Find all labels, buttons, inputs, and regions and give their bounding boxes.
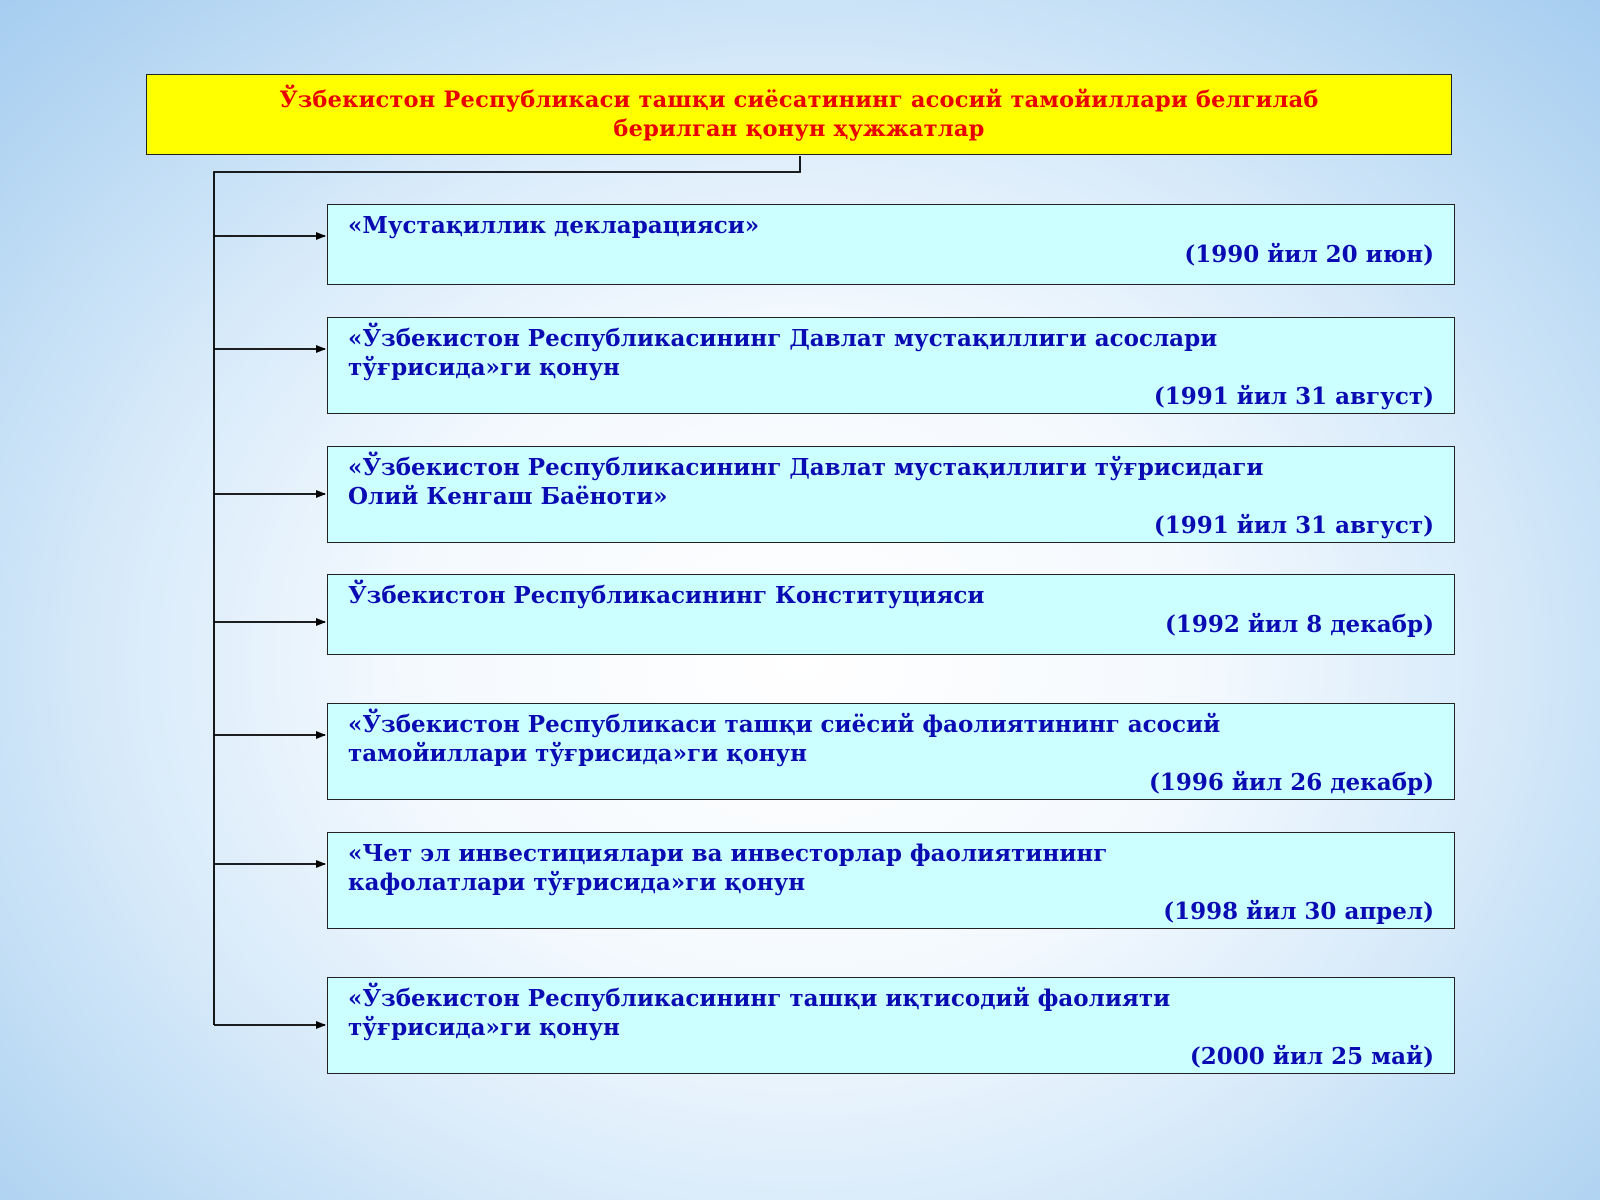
header-title <box>279 86 1318 144</box>
document-box-3 <box>327 446 1455 543</box>
document-title: «Ўзбекистон Республикасининг ташқи иқтисодий фаолияти <box>348 985 1171 1012</box>
header-title-line-1: Ўзбекистон Республикаси ташқи сиёсатининг асосий тамойиллари белгилаб <box>279 86 1319 113</box>
document-box-5 <box>327 703 1455 800</box>
document-box-1 <box>327 204 1455 285</box>
header-title-line-2: берилган қонун ҳужжатлар <box>613 115 985 142</box>
document-date: (1992 йил 8 декабр) <box>1164 611 1434 638</box>
document-title: «Ўзбекистон Республикасининг Давлат мустақиллиги асослари <box>348 325 1218 352</box>
document-date: (1991 йил 31 август) <box>1153 383 1434 410</box>
document-title: тўғрисида»ги қонун <box>348 1014 620 1041</box>
document-date: (1990 йил 20 июн) <box>1184 241 1434 268</box>
document-title: «Ўзбекистон Республикаси ташқи сиёсий фаолиятининг асосий <box>348 711 1221 738</box>
document-title: кафолатлари тўғрисида»ги қонун <box>348 869 806 896</box>
document-box-6 <box>327 832 1455 929</box>
document-title: тўғрисида»ги қонун <box>348 354 620 381</box>
document-title: «Ўзбекистон Республикасининг Давлат мустақиллиги тўғрисидаги <box>348 454 1264 481</box>
document-title: Олий Кенгаш Баёноти» <box>348 483 668 510</box>
header-box <box>146 74 1452 155</box>
document-box-4 <box>327 574 1455 655</box>
document-title: «Чет эл инвестициялари ва инвесторлар фаолиятининг <box>348 840 1108 867</box>
document-box-2 <box>327 317 1455 414</box>
document-title: тамойиллари тўғрисида»ги қонун <box>348 740 807 767</box>
document-title: «Мустақиллик декларацияси» <box>348 212 760 239</box>
document-date: (1998 йил 30 апрел) <box>1163 898 1434 925</box>
document-date: (1991 йил 31 август) <box>1153 512 1434 539</box>
document-box-7 <box>327 977 1455 1074</box>
document-date: (1996 йил 26 декабр) <box>1148 769 1434 796</box>
document-date: (2000 йил 25 май) <box>1189 1043 1434 1070</box>
document-title: Ўзбекистон Республикасининг Конституцияси <box>348 582 985 609</box>
